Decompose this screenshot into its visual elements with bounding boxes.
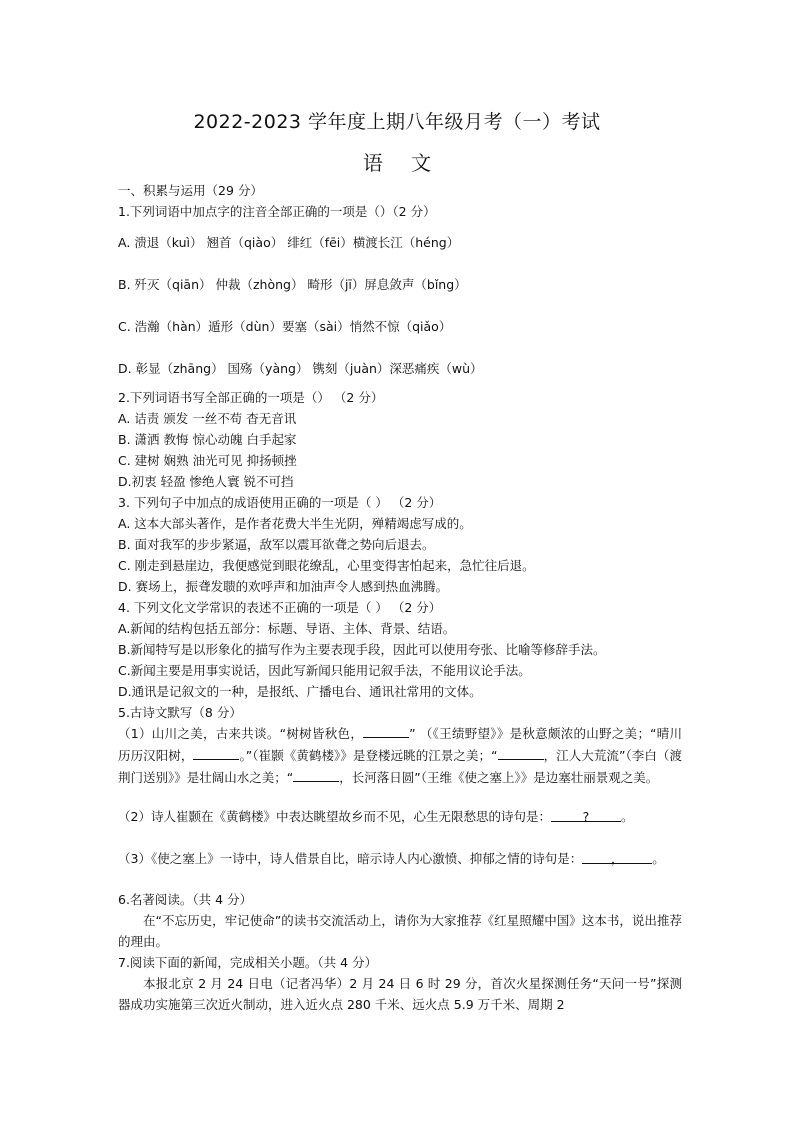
question-1-option-c: C. 浩瀚（hàn）遁形（dùn）要塞（sài）悄然不惊（qiǎo）	[118, 319, 452, 334]
question-5-part-1	[118, 722, 682, 788]
subject-title: 语 文	[362, 151, 432, 175]
question-4-option-d: D.通讯是记叙文的一种，是报纸、广播电台、通讯社常用的文体。	[118, 684, 482, 699]
poem-text: ，长河落日圆”（王维《使之塞上》》是边塞壮丽景观之美。	[339, 770, 659, 785]
question-7-news-text: 本报北京 2 月 24 日电（记者冯华）2 月 24 日 6 时 29 分，首次火星探测任务“天问一号”探测器成功实施第三次近火制动，进入近火点 280 千米、远火点 5.9 万千米、周期 2	[118, 976, 682, 1012]
poem-text: 。”（崔颢《黄鹤楼》》是登楼远眺的江景之美；“	[239, 748, 498, 763]
poem-text: （2）诗人崔颢在《黄鹤楼》中表达眺望故乡而不见，心生无限愁思的诗句是：	[118, 809, 551, 824]
question-3-option-d: D. 赛场上，振聋发聩的欢呼声和加油声令人感到热血沸腾。	[118, 579, 449, 594]
answer-blank[interactable]	[293, 766, 339, 782]
question-5-part-3	[118, 848, 682, 869]
question-1-option-d: D. 彰显（zhāng） 国殇（yàng） 镌刻（juàn）深恶痛疾（wù）	[118, 361, 483, 376]
section-heading: 一、积累与运用（29 分）	[118, 183, 263, 198]
question-2-option-a: A. 诘责 颁发 一丝不苟 杳无音讯	[118, 411, 297, 426]
question-2-option-c: C. 建树 娴熟 油光可见 抑扬顿挫	[118, 453, 297, 468]
poem-text: （1）山川之美，古来共谈。“树树皆秋色，	[118, 726, 364, 741]
question-4-stem: 4. 下列文化文学常识的表述不正确的一项是（ ） （2 分）	[118, 600, 442, 615]
question-6-stem: 6.名著阅读。（共 4 分）	[118, 892, 253, 907]
question-7-stem: 7.阅读下面的新闻，完成相关小题。（共 4 分）	[118, 955, 378, 970]
question-4-option-a: A.新闻的结构包括五部分：标题、导语、主体、背景、结语。	[118, 621, 456, 636]
question-2-stem: 2.下列词语书写全部正确的一项是（） （2 分）	[118, 390, 384, 405]
question-2-option-d: D.初衷 轻盈 惨绝人寰 锐不可挡	[118, 474, 294, 489]
answer-blank[interactable]	[498, 744, 544, 760]
question-1-stem: 1.下列词语中加点字的注音全部正确的一项是（）（2 分）	[118, 204, 436, 219]
question-5-part-2	[118, 806, 682, 827]
question-1-option-a: A. 溃退（kuì） 翘首（qiào） 绯红（fēi）横渡长江（héng）	[118, 235, 460, 250]
answer-blank[interactable]	[363, 722, 409, 738]
question-4-option-b: B.新闻特写是以形象化的描写作为主要表现手段，因此可以使用夸张、比喻等修辞手法。	[118, 642, 606, 657]
question-5-stem: 5.古诗文默写（8 分）	[118, 705, 242, 720]
question-3-stem: 3. 下列句子中加点的成语使用正确的一项是（ ） （2 分）	[118, 495, 442, 510]
question-3-option-a: A. 这本大部头著作，是作者花费大半生光阴，殚精竭虑写成的。	[118, 516, 472, 531]
question-4-option-c: C.新闻主要是用事实说话，因此写新闻只能用记叙手法，不能用议论手法。	[118, 663, 531, 678]
answer-blank[interactable]: ，	[582, 848, 652, 864]
poem-text: （3）《使之塞上》一诗中，诗人借景自比，暗示诗人内心激愤、抑郁之情的诗句是：	[118, 851, 583, 866]
poem-text: 。	[652, 851, 665, 866]
question-1-option-b: B. 歼灭（qiān） 仲裁（zhòng） 畸形（jī）屏息敛声（bǐng）	[118, 277, 467, 292]
answer-blank[interactable]: ?	[551, 806, 621, 822]
question-3-option-b: B. 面对我军的步步紧逼，敌军以震耳欲聋之势向后退去。	[118, 537, 435, 552]
poem-text: ” （《王绩野望》》是秋意颇浓的山野之美；“晴川历历汉阳树，	[118, 726, 682, 763]
question-6-body: 在“不忘历史，牢记使命”的读书交流活动上，请你为大家推荐《红星照耀中国》这本书，说出推荐的理由。	[118, 913, 682, 949]
answer-blank[interactable]	[193, 744, 239, 760]
poem-text: ，江人大荒流”（李白（渡荆门送别》》是壮阔山水之美；“	[118, 748, 682, 785]
question-3-option-c: C. 刚走到悬崖边，我便感觉到眼花缭乱，心里变得害怕起来，急忙往后退。	[118, 558, 535, 573]
question-2-option-b: B. 潇洒 教悔 惊心动魄 白手起家	[118, 432, 297, 447]
poem-text: 。	[620, 809, 634, 824]
exam-title: 2022-2023 学年度上期八年级月考（一）考试	[193, 111, 601, 133]
